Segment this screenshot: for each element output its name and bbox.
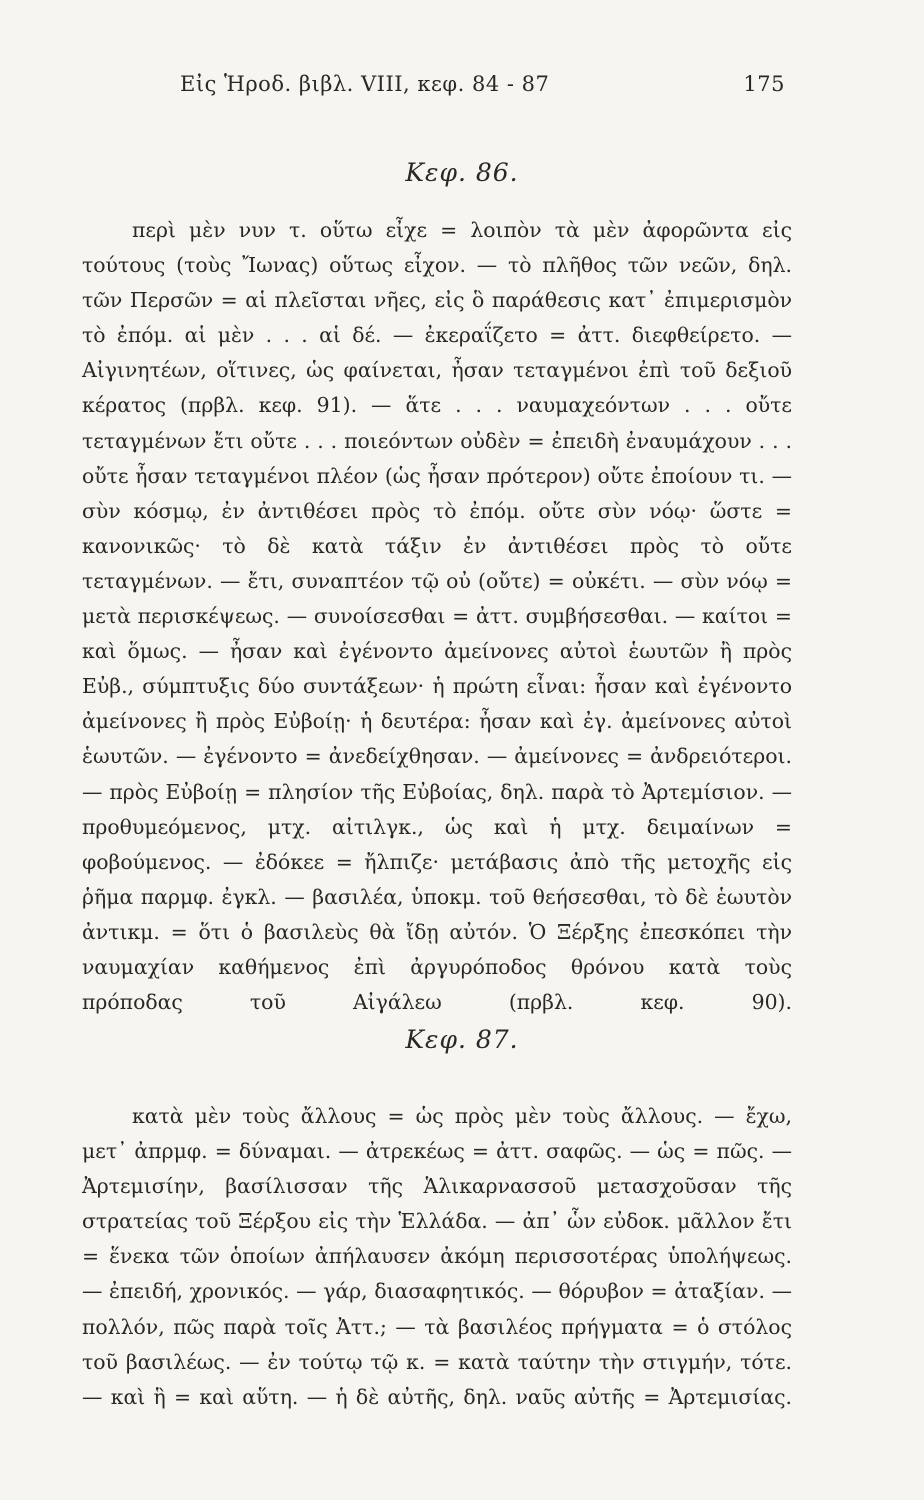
chapter-87-commentary: κατὰ μὲν τοὺς ἄλλους = ὡς πρὸς μὲν τοὺς ἄλλους. — ἔχω, μετ᾽ ἀπρμφ. = δύναμαι. — ἀτρεκέως = ἀττ. σαφῶς. — ὡς = πῶς. — Ἀρτεμισίην, βασίλισσαν τῆς Ἁλικαρνασσοῦ μετασχοῦσαν τῆς στρατείας τοῦ Ξέρξου εἰς τὴν Ἑλλάδα. — ἀπ᾽ ὧν εὐδοκ. μᾶλλον ἔτι = ἕνεκα τῶν ὁποίων ἀπήλαυσεν ἀκόμη περισσοτέρας ὑπολήψεως. — ἐπειδή, χρονικός. — γάρ, διασαφητικός. — θόρυβον = ἀταξίαν. — πολλόν, πῶς παρὰ τοῖς Ἀττ.; — τὰ βασιλέος πρήγματα = ὁ στόλος τοῦ βασιλέως. — ἐν τούτῳ τῷ κ. = κατὰ ταύτην τὴν στιγμήν, τότε. — καὶ ἣ = καὶ αὕτη. — ἡ δὲ αὐτῆς, δηλ. ναῦς αὐτῆς = Ἀρτεμισίας. xyxy=(82,1104,792,1409)
chapter-86-commentary: περὶ μὲν νυν τ. οὕτω εἶχε = λοιπὸν τὰ μὲν ἀφορῶντα εἰς τούτους (τοὺς Ἴωνας) οὕτως εἶχον. — τὸ πλῆθος τῶν νεῶν, δηλ. τῶν Περσῶν = αἱ πλεῖσται νῆες, εἰς ὃ παράθεσις κατ᾽ ἐπιμερισμὸν τὸ ἐπόμ. αἱ μὲν . . . αἱ δέ. — ἐκεραΐζετο = ἀττ. διεφθείρετο. — Αἰγινητέων, οἵτινες, ὡς φαίνεται, ἦσαν τεταγμένοι ἐπὶ τοῦ δεξιοῦ κέρατος (πρβλ. κεφ. 91). — ἅτε . . . ναυμαχεόντων . . . οὔτε τεταγμένων ἔτι οὔτε . . . ποιεόντων οὐδὲν = ἐπειδὴ ἐναυμάχουν . . . οὔτε ἦσαν τεταγμένοι πλέον (ὡς ἦσαν πρότερον) οὔτε ἐποίουν τι. — σὺν κόσμῳ, ἐν ἀντιθέσει πρὸς τὸ ἐπόμ. οὔτε σὺν νόῳ· ὥστε = κανονικῶς· τὸ δὲ κατὰ τάξιν ἐν ἀντιθέσει πρὸς τὸ οὔτε τεταγμένων. — ἔτι, συναπτέον τῷ οὐ (οὔτε) = οὐκέτι. — σὺν νόῳ = μετὰ περισκέψεως. — συνοίσεσθαι = ἀττ. συμβήσεσθαι. — καίτοι = καὶ ὅμως. — ἦσαν καὶ ἐγένοντο ἀμείνονες αὐτοὶ ἑωυτῶν ἢ πρὸς Εὐβ., σύμπτυξις δύο συντάξεων· ἡ πρώτη εἶναι: ἦσαν καὶ ἐγένοντο ἀμείνονες ἢ πρὸς Εὐβοίῃ· ἡ δευτέρα: ἦσαν καὶ ἐγ. ἀμείνονες αὐτοὶ ἑωυτῶν. — ἐγένοντο = ἀνεδείχθησαν. — ἀμείνονες = ἀνδρειότεροι. — πρὸς Εὐβοίῃ = πλησίον τῆς Εὐβοίας, δηλ. παρὰ τὸ Ἀρτεμίσιον. — προθυμεόμενος, μτχ. αἰτιλγκ., ὡς καὶ ἡ μτχ. δειμαίνων = φοβούμενος. — ἐδόκεε = ἤλπιζε· μετάβασις ἀπὸ τῆς μετοχῆς εἰς ῥῆμα παρμφ. ἐγκλ. — βασιλέα, ὑποκμ. τοῦ θεήσεσθαι, τὸ δὲ ἑωυτὸν ἀντικμ. = ὅτι ὁ βασιλεὺς θὰ ἴδῃ αὐτόν. Ὁ Ξέρξης ἐπεσκόπει τὴν ναυμαχίαν καθήμενος ἐπὶ ἀργυρόποδος θρόνου κατὰ τοὺς πρόποδας τοῦ Αἰγάλεω (πρβλ. κεφ. 90). xyxy=(82,218,792,1015)
chapter-heading-87: Κεφ. 87. xyxy=(405,1025,519,1054)
running-title: Εἰς Ἡροδ. βιβλ. VIII, κεφ. 84 - 87 xyxy=(180,72,550,96)
chapter-heading-86: Κεφ. 86. xyxy=(405,158,519,187)
page-number: 175 xyxy=(743,72,785,96)
